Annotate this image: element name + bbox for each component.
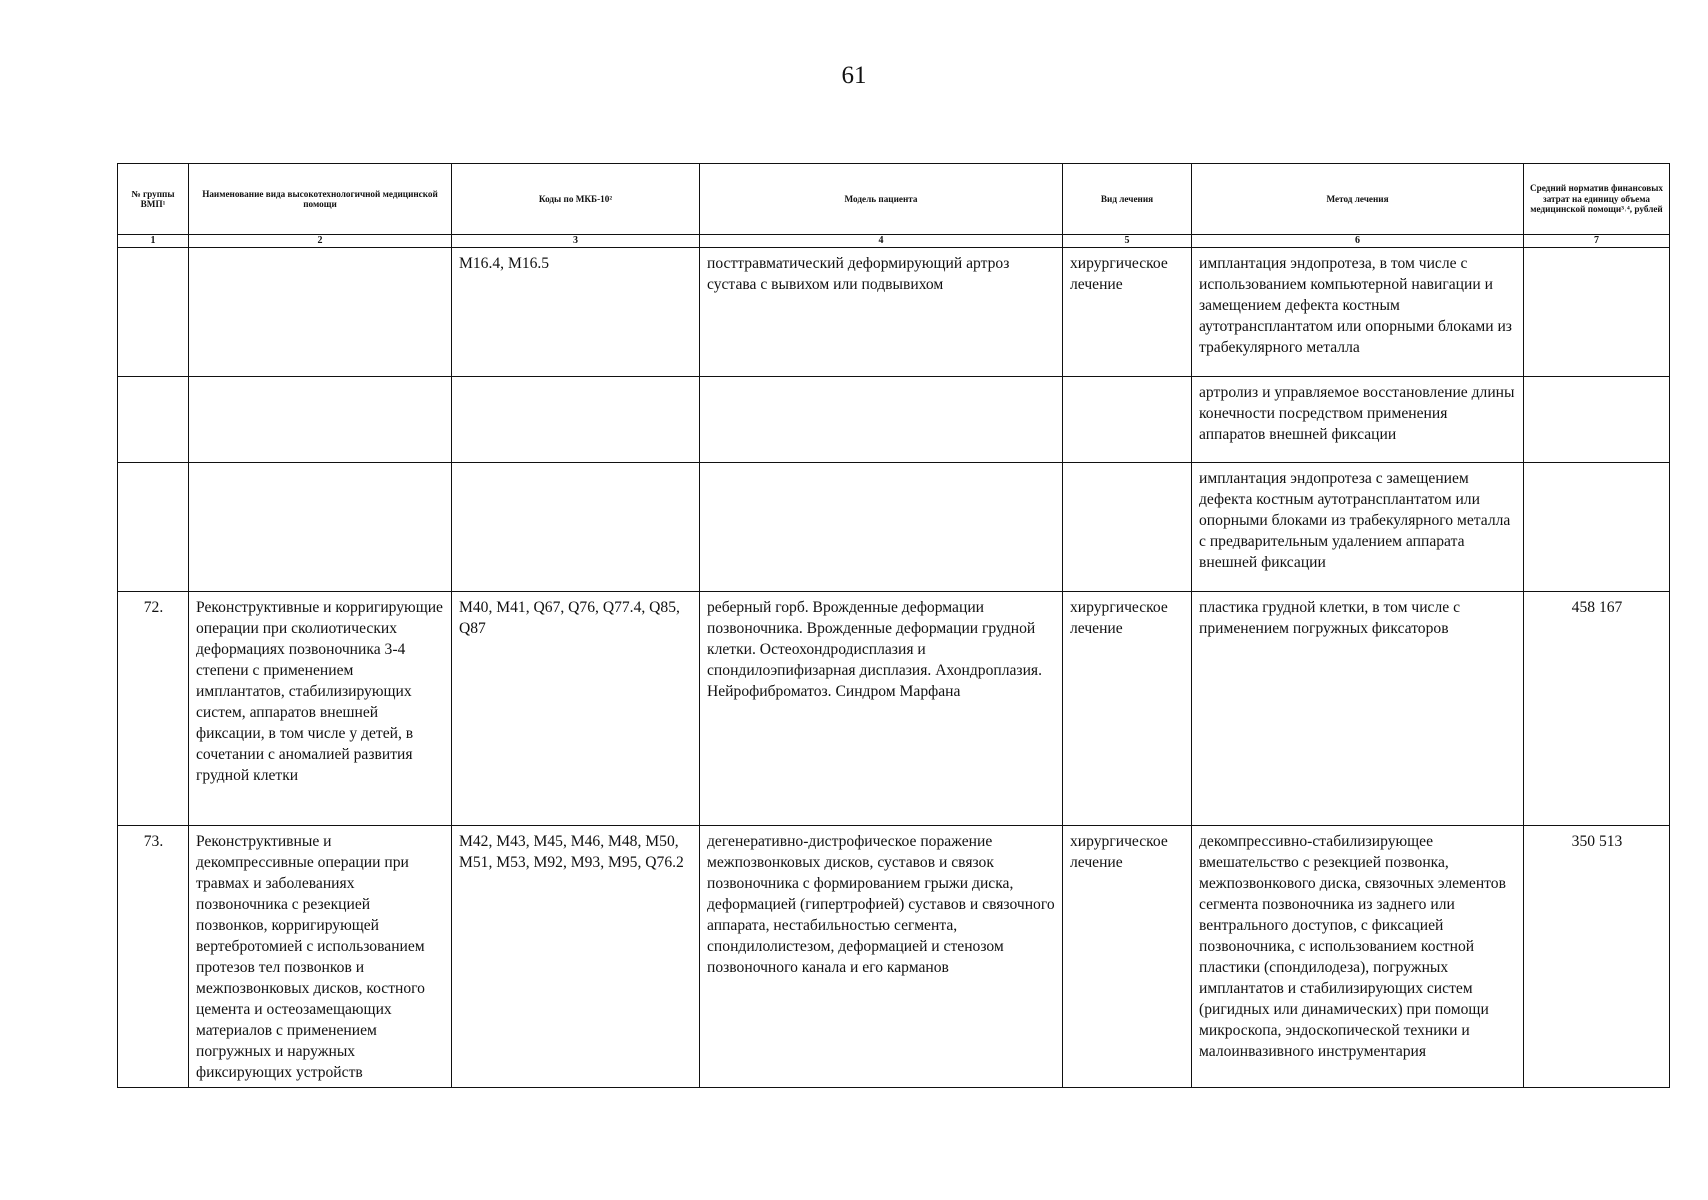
cell-codes: М40, М41, Q67, Q76, Q77.4, Q85, Q87	[452, 592, 700, 826]
table-row	[118, 592, 1670, 826]
cell-method: декомпрессивно-стабилизирующее вмешательство с резекцией позвонка, межпозвонкового диска, связочных элементов сегмента позвоночника из заднего или вентрального доступов, с фиксацией позвоночника, с использованием костной пластики (спондилодеза), погружных имплантатов и стабилизирующих систем (ригидных или динамических) при помощи микроскопа, эндоскопической техники и малоинвазивного инструментария	[1192, 826, 1524, 1088]
column-number: 1	[118, 235, 189, 248]
header-treatment-type: Вид лечения	[1063, 164, 1192, 235]
page-number: 61	[841, 62, 867, 89]
cell-name: Реконструктивные и корригирующие операции при сколиотических деформациях позвоночника 3-4 степени с применением имплантатов, стабилизирующих систем, аппаратов внешней фиксации, в том числе у детей, в сочетании с аномалией развития грудной клетки	[189, 592, 452, 826]
cell-group: 73.	[118, 826, 189, 1088]
column-number: 7	[1524, 235, 1670, 248]
cell-model: дегенеративно-дистрофическое поражение межпозвонковых дисков, суставов и связок позвоночника с формированием грыжи диска, деформацией (гипертрофией) суставов и связочного аппарата, нестабильностью сегмента, спондилолистезом, деформацией и стенозом позвоночного канала и его карманов	[700, 826, 1063, 1088]
cell-name	[189, 463, 452, 592]
cell-model: реберный горб. Врожденные деформации позвоночника. Врожденные деформации грудной клетки. Остеохондродисплазия и спондилоэпифизарная дисплазия. Ахондроплазия. Нейрофиброматоз. Синдром Марфана	[700, 592, 1063, 826]
cell-treatment-type	[1063, 377, 1192, 463]
cell-cost	[1524, 463, 1670, 592]
cell-group	[118, 377, 189, 463]
cell-treatment-type: хирургическое лечение	[1063, 248, 1192, 377]
column-number: 4	[700, 235, 1063, 248]
column-number: 5	[1063, 235, 1192, 248]
cell-name: Реконструктивные и декомпрессивные операции при травмах и заболеваниях позвоночника с резекцией позвонков, корригирующей вертебротомией с использованием протезов тел позвонков и межпозвонковых дисков, костного цемента и остеозамещающих материалов с применением погружных и наружных фиксирующих устройств	[189, 826, 452, 1088]
cell-model	[700, 463, 1063, 592]
cell-treatment-type: хирургическое лечение	[1063, 826, 1192, 1088]
cell-method: артролиз и управляемое восстановление длины конечности посредством применения аппаратов внешней фиксации	[1192, 377, 1524, 463]
column-number: 6	[1192, 235, 1524, 248]
cell-cost: 458 167	[1524, 592, 1670, 826]
cell-name	[189, 377, 452, 463]
header-cost: Средний норматив финансовых затрат на единицу объема медицинской помощи³˒⁴, рублей	[1524, 164, 1670, 235]
cell-group	[118, 463, 189, 592]
cell-treatment-type: хирургическое лечение	[1063, 592, 1192, 826]
cell-method: имплантация эндопротеза, в том числе с использованием компьютерной навигации и замещением дефекта костным аутотрансплантатом или опорными блоками из трабекулярного металла	[1192, 248, 1524, 377]
cell-cost	[1524, 248, 1670, 377]
cell-treatment-type	[1063, 463, 1192, 592]
cell-method: имплантация эндопротеза с замещением дефекта костным аутотрансплантатом или опорными блоками из трабекулярного металла с предварительным удалением аппарата внешней фиксации	[1192, 463, 1524, 592]
column-number: 3	[452, 235, 700, 248]
cell-codes: М16.4, М16.5	[452, 248, 700, 377]
cell-codes	[452, 463, 700, 592]
table-row	[118, 463, 1670, 592]
header-name: Наименование вида высокотехнологичной медицинской помощи	[189, 164, 452, 235]
cell-name	[189, 248, 452, 377]
cell-cost	[1524, 377, 1670, 463]
cell-codes	[452, 377, 700, 463]
header-method: Метод лечения	[1192, 164, 1524, 235]
header-codes: Коды по МКБ-10²	[452, 164, 700, 235]
header-group: № группы ВМП¹	[118, 164, 189, 235]
table-row	[118, 377, 1670, 463]
cell-method: пластика грудной клетки, в том числе с применением погружных фиксаторов	[1192, 592, 1524, 826]
cell-model: посттравматический деформирующий артроз сустава с вывихом или подвывихом	[700, 248, 1063, 377]
cell-group: 72.	[118, 592, 189, 826]
cell-model	[700, 377, 1063, 463]
table-row	[118, 248, 1670, 377]
cell-codes: М42, М43, М45, М46, М48, М50, М51, М53, М92, М93, М95, Q76.2	[452, 826, 700, 1088]
header-model: Модель пациента	[700, 164, 1063, 235]
vmp-table	[117, 163, 1670, 1088]
cell-cost: 350 513	[1524, 826, 1670, 1088]
cell-group	[118, 248, 189, 377]
table-row	[118, 826, 1670, 1088]
column-number: 2	[189, 235, 452, 248]
